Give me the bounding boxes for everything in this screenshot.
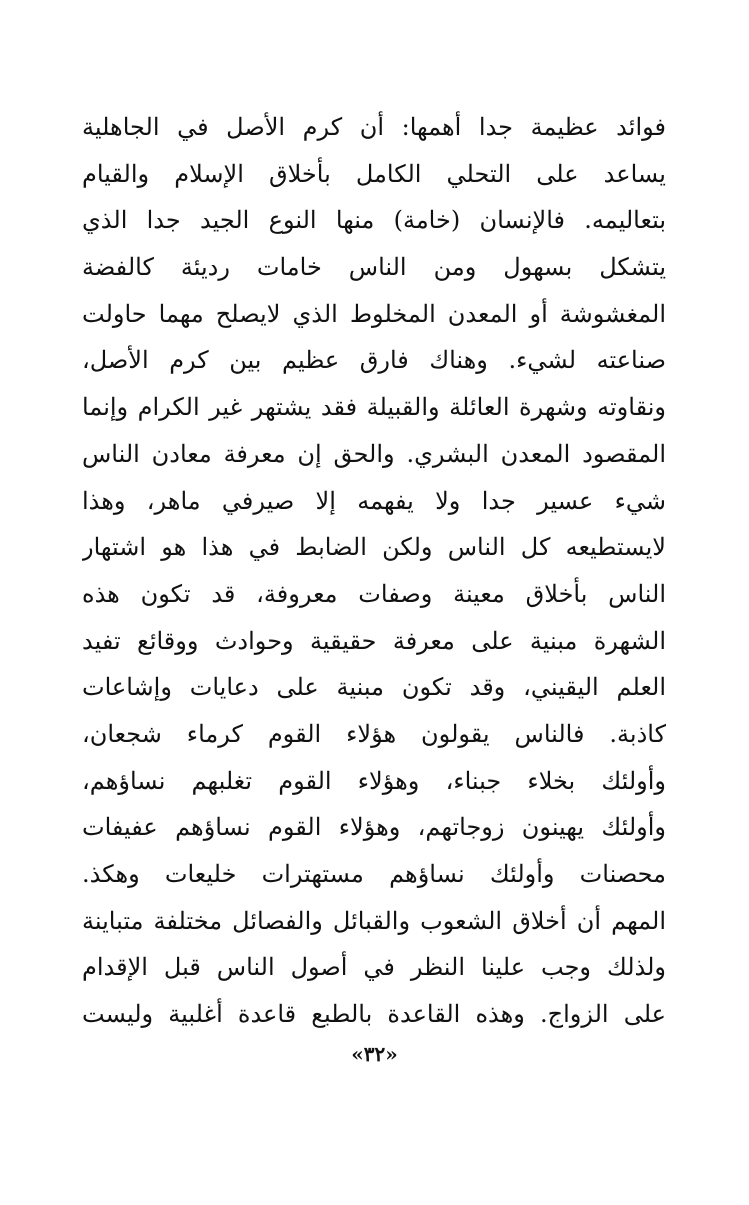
page-number: «٣٢» [351,1042,398,1066]
text-line: العلم اليقيني، وقد تكون مبنية على دعايات وإشاعات [82,673,666,702]
text-line: المقصود المعدن البشري. والحق إن معرفة معادن الناس [82,439,666,468]
text-line: الناس بأخلاق معينة وصفات معروفة، قد تكون هذه [82,579,666,608]
text-line: وأولئك بخلاء جبناء، وهؤلاء القوم تغلبهم نساؤهم، [82,766,666,795]
body-text [82,104,666,1038]
text-line: لايستطيعه كل الناس ولكن الضابط في هذا هو اشتهار [82,533,666,562]
text-line: فوائد عظيمة جدا أهمها: أن كرم الأصل في الجاهلية [82,113,666,141]
text-line: يتشكل بسهول ومن الناس خامات رديئة كالفضة [82,253,666,282]
text-line: شيء عسير جدا ولا يفهمه إلا صيرفي ماهر، وهذا [82,486,666,515]
text-line: المغشوشة أو المعدن المخلوط الذي لايصلح مهما حاولت [82,299,666,328]
text-line: وأولئك يهينون زوجاتهم، وهؤلاء القوم نساؤهم عفيفات [82,813,666,842]
text-line: ونقاوته وشهرة العائلة والقبيلة فقد يشتهر غير الكرام وإنما [82,393,666,422]
text-line: ولذلك وجب علينا النظر في أصول الناس قبل الإقدام [82,953,666,982]
text-line: كاذبة. فالناس يقولون هؤلاء القوم كرماء شجعان، [82,719,666,748]
text-line: المهم أن أخلاق الشعوب والقبائل والفصائل مختلفة متباينة [82,906,666,935]
text-line: يساعد على التحلي الكامل بأخلاق الإسلام والقيام [82,159,666,188]
text-line: بتعاليمه. فالإنسان (خامة) منها النوع الجيد جدا الذي [82,206,666,235]
text-line: الشهرة مبنية على معرفة حقيقية وحوادث ووقائع تفيد [82,626,666,655]
text-line: محصنات وأولئك نساؤهم مستهترات خليعات وهكذ. [82,860,666,888]
text-line: صناعته لشيء. وهناك فارق عظيم بين كرم الأصل، [82,346,666,375]
text-line: على الزواج. وهذه القاعدة بالطبع قاعدة أغلبية وليست [82,1000,666,1029]
